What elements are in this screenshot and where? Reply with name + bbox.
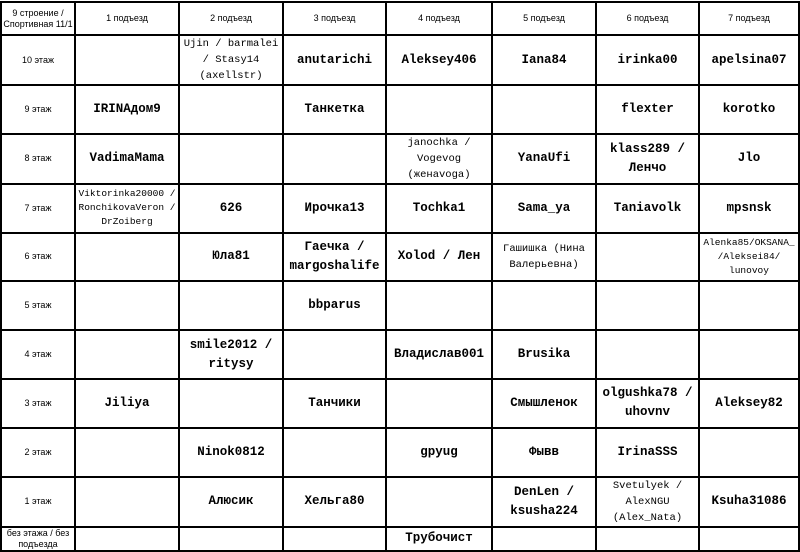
corner-cell: 9 строение / Спортивная 11/1	[1, 2, 75, 35]
resident-cell	[386, 379, 492, 428]
resident-cell	[699, 428, 799, 477]
floor-label: без этажа / без подъезда	[1, 527, 75, 551]
resident-cell: Ninok0812	[179, 428, 283, 477]
resident-cell: Xolod / Лен	[386, 233, 492, 282]
table-row	[1, 134, 799, 184]
resident-cell: Владислав001	[386, 330, 492, 379]
resident-cell: Sama_ya	[492, 184, 596, 233]
resident-cell: Tochka1	[386, 184, 492, 233]
table-row	[1, 379, 799, 428]
resident-cell: Jlo	[699, 134, 799, 184]
resident-cell	[386, 281, 492, 330]
table-row	[1, 527, 799, 551]
resident-cell	[179, 85, 283, 134]
floor-label: 9 этаж	[1, 85, 75, 134]
table-row	[1, 233, 799, 282]
resident-cell: olgushka78 / uhovnv	[596, 379, 699, 428]
resident-cell	[596, 527, 699, 551]
resident-cell: IRINAдом9	[75, 85, 179, 134]
resident-cell: korotko	[699, 85, 799, 134]
floor-label: 6 этаж	[1, 233, 75, 282]
resident-cell: Viktorinka20000 / RonchikovaVeron / DrZoiberg	[75, 184, 179, 233]
resident-cell	[75, 527, 179, 551]
residents-table	[0, 1, 800, 552]
resident-cell	[75, 35, 179, 85]
table-row	[1, 477, 799, 527]
floor-label: 10 этаж	[1, 35, 75, 85]
resident-cell: Трубочист	[386, 527, 492, 551]
floor-label: 7 этаж	[1, 184, 75, 233]
resident-cell: Смышленок	[492, 379, 596, 428]
table-row	[1, 85, 799, 134]
table-row	[1, 330, 799, 379]
resident-cell	[283, 428, 386, 477]
resident-cell: Ирочка13	[283, 184, 386, 233]
resident-cell: Танчики	[283, 379, 386, 428]
resident-cell: smile2012 / ritysy	[179, 330, 283, 379]
floor-label: 3 этаж	[1, 379, 75, 428]
resident-cell	[75, 477, 179, 527]
resident-cell	[75, 428, 179, 477]
resident-cell	[386, 477, 492, 527]
resident-cell: Aleksey406	[386, 35, 492, 85]
resident-cell: Юла81	[179, 233, 283, 282]
resident-cell	[75, 281, 179, 330]
resident-cell: Alenka85/OKSANA_ /Aleksei84/ lunovoy	[699, 233, 799, 282]
table-row	[1, 428, 799, 477]
resident-cell: mpsnsk	[699, 184, 799, 233]
entrance-header: 4 подъезд	[386, 2, 492, 35]
resident-cell	[596, 233, 699, 282]
floor-label: 8 этаж	[1, 134, 75, 184]
resident-cell: IrinaSSS	[596, 428, 699, 477]
resident-cell: bbparus	[283, 281, 386, 330]
resident-cell	[699, 281, 799, 330]
resident-cell: Хельга80	[283, 477, 386, 527]
table-row	[1, 281, 799, 330]
entrance-header: 1 подъезд	[75, 2, 179, 35]
resident-cell	[492, 85, 596, 134]
resident-cell: Гаечка / margoshalife	[283, 233, 386, 282]
resident-cell	[179, 134, 283, 184]
entrance-header: 6 подъезд	[596, 2, 699, 35]
resident-cell: 626	[179, 184, 283, 233]
entrance-header: 5 подъезд	[492, 2, 596, 35]
resident-cell: irinka00	[596, 35, 699, 85]
resident-cell: Фывв	[492, 428, 596, 477]
resident-cell	[75, 330, 179, 379]
resident-cell	[283, 134, 386, 184]
resident-cell: Jiliya	[75, 379, 179, 428]
resident-cell: DenLen / ksusha224	[492, 477, 596, 527]
table-row	[1, 184, 799, 233]
resident-cell: anutarichi	[283, 35, 386, 85]
resident-cell	[75, 233, 179, 282]
resident-cell	[179, 379, 283, 428]
floor-label: 2 этаж	[1, 428, 75, 477]
resident-cell: Taniavolk	[596, 184, 699, 233]
table-row	[1, 35, 799, 85]
resident-cell: Гашишка (Нина Валерьевна)	[492, 233, 596, 282]
floor-label: 4 этаж	[1, 330, 75, 379]
floor-label: 1 этаж	[1, 477, 75, 527]
resident-cell: flexter	[596, 85, 699, 134]
resident-cell	[283, 527, 386, 551]
resident-cell	[179, 527, 283, 551]
resident-cell: klass289 / Ленчо	[596, 134, 699, 184]
header-row	[1, 2, 799, 35]
entrance-header: 2 подъезд	[179, 2, 283, 35]
resident-cell: Svetulyek / AlexNGU (Alex_Nata)	[596, 477, 699, 527]
resident-cell: janochka / Vogevog (женаvoga)	[386, 134, 492, 184]
resident-cell: apelsina07	[699, 35, 799, 85]
resident-cell: Iana84	[492, 35, 596, 85]
resident-cell	[699, 527, 799, 551]
resident-cell	[179, 281, 283, 330]
resident-cell	[492, 527, 596, 551]
resident-cell: gpyug	[386, 428, 492, 477]
resident-cell	[386, 85, 492, 134]
resident-cell	[492, 281, 596, 330]
floor-label: 5 этаж	[1, 281, 75, 330]
resident-cell: Ujin / barmalei / Stasy14 (axellstr)	[179, 35, 283, 85]
resident-cell: VadimaMama	[75, 134, 179, 184]
resident-cell: Алюсик	[179, 477, 283, 527]
resident-cell: Ksuha31086	[699, 477, 799, 527]
resident-cell	[596, 330, 699, 379]
resident-cell	[699, 330, 799, 379]
entrance-header: 3 подъезд	[283, 2, 386, 35]
resident-cell: Brusika	[492, 330, 596, 379]
resident-cell	[596, 281, 699, 330]
entrance-header: 7 подъезд	[699, 2, 799, 35]
resident-cell: YanaUfi	[492, 134, 596, 184]
resident-cell: Танкетка	[283, 85, 386, 134]
resident-cell	[283, 330, 386, 379]
resident-cell: Aleksey82	[699, 379, 799, 428]
